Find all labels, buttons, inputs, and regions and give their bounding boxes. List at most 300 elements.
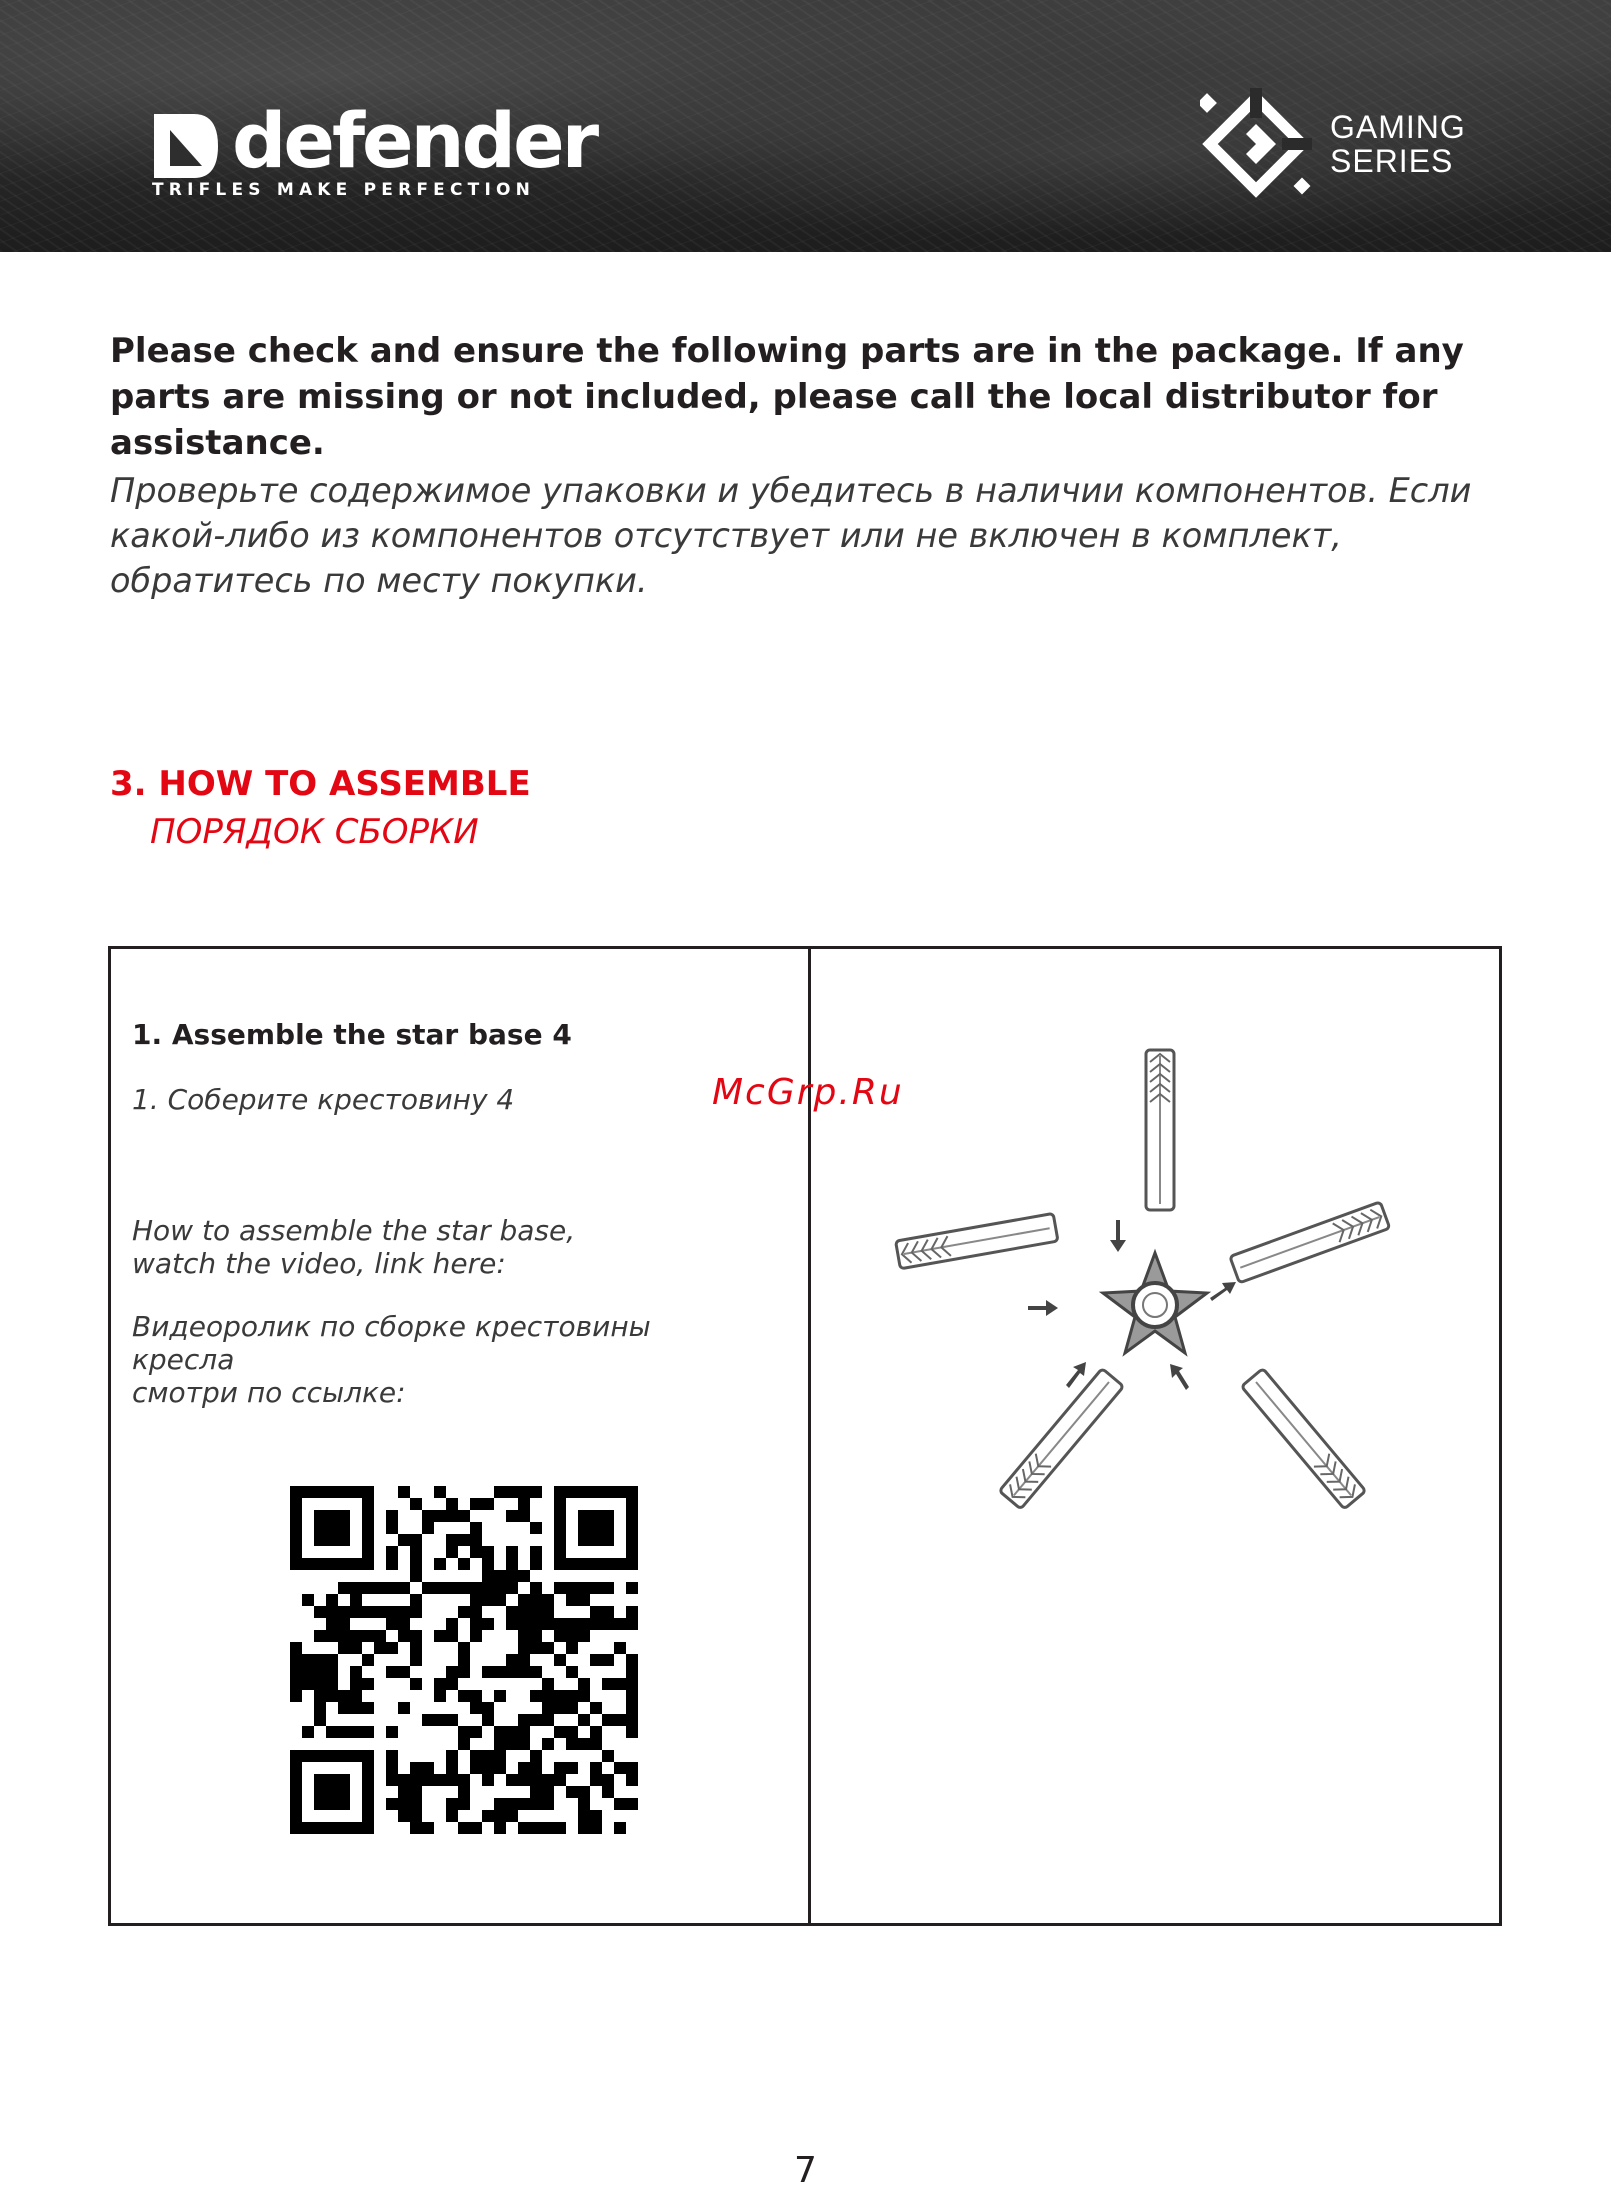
qr-module — [410, 1654, 422, 1666]
qr-module — [386, 1642, 398, 1654]
qr-module — [470, 1762, 482, 1774]
qr-module — [554, 1498, 566, 1510]
qr-module — [602, 1750, 614, 1762]
qr-module — [458, 1534, 470, 1546]
qr-module — [326, 1822, 338, 1834]
qr-module — [518, 1510, 530, 1522]
qr-module — [350, 1726, 362, 1738]
qr-module — [434, 1582, 446, 1594]
qr-module — [494, 1810, 506, 1822]
qr-module — [614, 1678, 626, 1690]
qr-module — [338, 1750, 350, 1762]
star-leg-bottom-left — [999, 1368, 1123, 1509]
qr-module — [338, 1702, 350, 1714]
qr-module — [290, 1534, 302, 1546]
qr-module — [398, 1810, 410, 1822]
qr-module — [494, 1570, 506, 1582]
qr-module — [602, 1522, 614, 1534]
qr-module — [506, 1546, 518, 1558]
qr-module — [578, 1510, 590, 1522]
qr-module — [434, 1690, 446, 1702]
qr-module — [590, 1810, 602, 1822]
qr-module — [422, 1714, 434, 1726]
qr-module — [458, 1798, 470, 1810]
qr-module — [518, 1762, 530, 1774]
qr-module — [554, 1726, 566, 1738]
section-title-english: 3. HOW TO ASSEMBLE — [110, 764, 531, 804]
qr-module — [494, 1798, 506, 1810]
qr-module — [590, 1582, 602, 1594]
qr-module — [458, 1654, 470, 1666]
qr-module — [470, 1582, 482, 1594]
qr-module — [314, 1534, 326, 1546]
qr-module — [398, 1666, 410, 1678]
qr-module — [326, 1510, 338, 1522]
qr-module — [362, 1750, 374, 1762]
qr-module — [434, 1630, 446, 1642]
defender-logo-icon — [150, 110, 222, 182]
qr-module — [350, 1486, 362, 1498]
qr-module — [386, 1750, 398, 1762]
qr-module — [542, 1618, 554, 1630]
qr-module — [590, 1534, 602, 1546]
qr-module — [350, 1678, 362, 1690]
qr-module — [422, 1510, 434, 1522]
qr-module — [602, 1618, 614, 1630]
star-leg-left — [896, 1213, 1058, 1268]
qr-module — [506, 1510, 518, 1522]
qr-module — [578, 1618, 590, 1630]
qr-module — [398, 1774, 410, 1786]
qr-module — [302, 1666, 314, 1678]
qr-module — [614, 1486, 626, 1498]
qr-module — [338, 1558, 350, 1570]
qr-module — [542, 1822, 554, 1834]
qr-module — [338, 1534, 350, 1546]
qr-module — [626, 1678, 638, 1690]
qr-module — [326, 1690, 338, 1702]
qr-module — [290, 1798, 302, 1810]
qr-module — [398, 1618, 410, 1630]
qr-module — [626, 1798, 638, 1810]
qr-module — [494, 1582, 506, 1594]
qr-module — [350, 1702, 362, 1714]
qr-module — [350, 1750, 362, 1762]
qr-module — [470, 1606, 482, 1618]
qr-module — [314, 1630, 326, 1642]
qr-module — [530, 1798, 542, 1810]
defender-logo — [150, 96, 597, 210]
qr-module — [590, 1486, 602, 1498]
qr-module — [410, 1630, 422, 1642]
qr-module — [578, 1810, 590, 1822]
qr-module — [554, 1546, 566, 1558]
qr-module — [410, 1534, 422, 1546]
qr-module — [290, 1786, 302, 1798]
qr-module — [458, 1822, 470, 1834]
qr-module — [434, 1714, 446, 1726]
qr-module — [314, 1558, 326, 1570]
qr-module — [590, 1558, 602, 1570]
qr-module — [566, 1630, 578, 1642]
qr-code[interactable] — [290, 1486, 638, 1834]
qr-module — [326, 1726, 338, 1738]
qr-module — [578, 1522, 590, 1534]
qr-module — [458, 1738, 470, 1750]
qr-module — [554, 1558, 566, 1570]
qr-module — [578, 1714, 590, 1726]
qr-module — [398, 1582, 410, 1594]
qr-module — [458, 1786, 470, 1798]
qr-module — [494, 1738, 506, 1750]
qr-module — [410, 1786, 422, 1798]
qr-module — [362, 1810, 374, 1822]
qr-module — [542, 1642, 554, 1654]
qr-module — [530, 1618, 542, 1630]
qr-module — [470, 1546, 482, 1558]
qr-module — [446, 1498, 458, 1510]
qr-module — [302, 1726, 314, 1738]
qr-module — [506, 1558, 518, 1570]
qr-module — [578, 1486, 590, 1498]
qr-module — [518, 1738, 530, 1750]
qr-module — [590, 1654, 602, 1666]
qr-module — [470, 1618, 482, 1630]
qr-module — [338, 1618, 350, 1630]
qr-module — [362, 1582, 374, 1594]
qr-module — [290, 1822, 302, 1834]
qr-module — [518, 1714, 530, 1726]
qr-module — [566, 1582, 578, 1594]
qr-module — [338, 1606, 350, 1618]
qr-module — [458, 1606, 470, 1618]
qr-module — [482, 1774, 494, 1786]
qr-module — [590, 1510, 602, 1522]
qr-module — [578, 1582, 590, 1594]
qr-module — [326, 1786, 338, 1798]
qr-module — [338, 1486, 350, 1498]
qr-module — [566, 1594, 578, 1606]
qr-module — [386, 1798, 398, 1810]
qr-module — [626, 1534, 638, 1546]
qr-module — [458, 1690, 470, 1702]
qr-module — [506, 1666, 518, 1678]
series-label: SERIES — [1330, 143, 1454, 179]
video-note-english: How to assemble the star base, watch the video, link here: — [132, 1214, 576, 1280]
qr-module — [350, 1582, 362, 1594]
watermark: McGrp.Ru — [712, 1072, 904, 1113]
qr-module — [386, 1774, 398, 1786]
qr-module — [398, 1534, 410, 1546]
qr-module — [434, 1510, 446, 1522]
qr-module — [482, 1702, 494, 1714]
qr-module — [338, 1522, 350, 1534]
qr-module — [542, 1690, 554, 1702]
qr-module — [290, 1498, 302, 1510]
qr-module — [362, 1498, 374, 1510]
qr-module — [626, 1762, 638, 1774]
qr-module — [362, 1678, 374, 1690]
qr-module — [482, 1750, 494, 1762]
qr-module — [350, 1558, 362, 1570]
qr-module — [542, 1594, 554, 1606]
qr-module — [614, 1822, 626, 1834]
header-banner — [0, 0, 1611, 252]
qr-module — [566, 1618, 578, 1630]
qr-module — [362, 1786, 374, 1798]
qr-module — [518, 1654, 530, 1666]
qr-module — [542, 1798, 554, 1810]
qr-module — [518, 1822, 530, 1834]
qr-module — [410, 1642, 422, 1654]
qr-module — [554, 1618, 566, 1630]
qr-module — [362, 1534, 374, 1546]
qr-module — [290, 1642, 302, 1654]
qr-module — [458, 1510, 470, 1522]
qr-module — [602, 1786, 614, 1798]
qr-module — [482, 1558, 494, 1570]
qr-module — [494, 1594, 506, 1606]
qr-module — [410, 1810, 422, 1822]
gaming-series-logo — [1200, 88, 1466, 198]
qr-module — [602, 1606, 614, 1618]
qr-module — [566, 1486, 578, 1498]
qr-module — [362, 1726, 374, 1738]
qr-module — [338, 1774, 350, 1786]
star-base-illustration — [880, 1030, 1400, 1530]
qr-module — [506, 1738, 518, 1750]
qr-module — [350, 1642, 362, 1654]
qr-module — [362, 1774, 374, 1786]
qr-module — [470, 1726, 482, 1738]
qr-module — [386, 1510, 398, 1522]
qr-module — [602, 1714, 614, 1726]
qr-module — [590, 1774, 602, 1786]
star-leg-top — [1146, 1050, 1174, 1210]
qr-module — [518, 1486, 530, 1498]
qr-module — [434, 1558, 446, 1570]
qr-module — [578, 1690, 590, 1702]
qr-module — [578, 1630, 590, 1642]
qr-module — [566, 1786, 578, 1798]
qr-module — [530, 1558, 542, 1570]
qr-module — [602, 1678, 614, 1690]
qr-module — [518, 1642, 530, 1654]
qr-module — [362, 1606, 374, 1618]
qr-module — [566, 1690, 578, 1702]
qr-module — [602, 1510, 614, 1522]
qr-module — [386, 1546, 398, 1558]
qr-module — [326, 1798, 338, 1810]
qr-module — [290, 1690, 302, 1702]
qr-module — [470, 1522, 482, 1534]
qr-module — [314, 1714, 326, 1726]
qr-module — [518, 1594, 530, 1606]
qr-module — [410, 1546, 422, 1558]
qr-module — [614, 1642, 626, 1654]
qr-module — [518, 1798, 530, 1810]
qr-module — [338, 1726, 350, 1738]
qr-module — [350, 1666, 362, 1678]
qr-module — [626, 1618, 638, 1630]
qr-module — [626, 1690, 638, 1702]
qr-module — [314, 1786, 326, 1798]
qr-module — [338, 1510, 350, 1522]
qr-module — [410, 1594, 422, 1606]
star-leg-right — [1230, 1202, 1390, 1283]
qr-module — [446, 1714, 458, 1726]
qr-module — [566, 1738, 578, 1750]
qr-module — [626, 1774, 638, 1786]
qr-module — [626, 1522, 638, 1534]
qr-module — [506, 1654, 518, 1666]
qr-module — [602, 1534, 614, 1546]
qr-module — [518, 1570, 530, 1582]
qr-module — [566, 1702, 578, 1714]
qr-module — [314, 1510, 326, 1522]
qr-module — [338, 1786, 350, 1798]
qr-module — [458, 1726, 470, 1738]
qr-module — [554, 1522, 566, 1534]
qr-module — [386, 1582, 398, 1594]
brand-name: defender — [232, 96, 597, 185]
qr-module — [506, 1726, 518, 1738]
qr-module — [314, 1822, 326, 1834]
qr-module — [470, 1630, 482, 1642]
qr-module — [506, 1582, 518, 1594]
qr-module — [350, 1822, 362, 1834]
qr-module — [578, 1786, 590, 1798]
qr-module — [314, 1486, 326, 1498]
qr-module — [614, 1762, 626, 1774]
qr-module — [446, 1582, 458, 1594]
qr-module — [410, 1774, 422, 1786]
qr-module — [302, 1558, 314, 1570]
qr-module — [314, 1522, 326, 1534]
qr-module — [626, 1546, 638, 1558]
qr-module — [554, 1510, 566, 1522]
qr-module — [590, 1822, 602, 1834]
qr-module — [530, 1786, 542, 1798]
qr-module — [410, 1558, 422, 1570]
qr-module — [290, 1762, 302, 1774]
qr-module — [326, 1486, 338, 1498]
qr-module — [314, 1702, 326, 1714]
qr-module — [410, 1762, 422, 1774]
qr-module — [470, 1750, 482, 1762]
qr-module — [578, 1798, 590, 1810]
qr-module — [398, 1702, 410, 1714]
qr-module — [338, 1582, 350, 1594]
qr-module — [326, 1534, 338, 1546]
qr-module — [410, 1822, 422, 1834]
qr-module — [530, 1690, 542, 1702]
qr-module — [530, 1522, 542, 1534]
qr-module — [494, 1486, 506, 1498]
qr-module — [566, 1726, 578, 1738]
qr-module — [290, 1666, 302, 1678]
qr-module — [374, 1630, 386, 1642]
qr-module — [614, 1618, 626, 1630]
intro-english: Please check and ensure the following parts are in the package. If any parts are missing or not included, please call the local distributor for assistance. — [110, 331, 1464, 463]
qr-module — [302, 1486, 314, 1498]
qr-module — [314, 1678, 326, 1690]
qr-module — [422, 1762, 434, 1774]
star-leg-bottom-right — [1241, 1368, 1365, 1509]
qr-module — [458, 1582, 470, 1594]
qr-module — [326, 1558, 338, 1570]
qr-module — [362, 1558, 374, 1570]
qr-module — [422, 1822, 434, 1834]
qr-module — [290, 1750, 302, 1762]
qr-module — [626, 1726, 638, 1738]
qr-module — [326, 1654, 338, 1666]
step-title-russian: 1. Соберите крестовину 4 — [132, 1083, 515, 1116]
qr-module — [602, 1774, 614, 1786]
qr-module — [554, 1822, 566, 1834]
qr-module — [554, 1702, 566, 1714]
qr-module — [626, 1606, 638, 1618]
qr-module — [482, 1498, 494, 1510]
qr-module — [482, 1714, 494, 1726]
qr-module — [314, 1798, 326, 1810]
qr-module — [338, 1642, 350, 1654]
qr-module — [530, 1714, 542, 1726]
qr-module — [614, 1798, 626, 1810]
qr-module — [470, 1690, 482, 1702]
qr-module — [446, 1546, 458, 1558]
qr-module — [338, 1822, 350, 1834]
qr-module — [290, 1522, 302, 1534]
qr-module — [578, 1558, 590, 1570]
qr-module — [578, 1534, 590, 1546]
qr-module — [446, 1510, 458, 1522]
qr-module — [542, 1774, 554, 1786]
qr-module — [530, 1774, 542, 1786]
qr-module — [446, 1630, 458, 1642]
page-number: 7 — [794, 2150, 817, 2191]
qr-module — [530, 1486, 542, 1498]
qr-module — [602, 1582, 614, 1594]
qr-module — [434, 1486, 446, 1498]
qr-module — [590, 1618, 602, 1630]
qr-module — [410, 1678, 422, 1690]
qr-module — [614, 1714, 626, 1726]
qr-module — [578, 1678, 590, 1690]
qr-module — [494, 1666, 506, 1678]
qr-module — [398, 1630, 410, 1642]
qr-module — [386, 1726, 398, 1738]
qr-module — [350, 1630, 362, 1642]
qr-module — [590, 1702, 602, 1714]
qr-module — [518, 1726, 530, 1738]
qr-module — [410, 1798, 422, 1810]
qr-module — [386, 1762, 398, 1774]
qr-module — [302, 1654, 314, 1666]
qr-module — [446, 1534, 458, 1546]
gaming-series-icon — [1200, 88, 1312, 200]
qr-module — [554, 1534, 566, 1546]
qr-module — [446, 1798, 458, 1810]
qr-module — [458, 1666, 470, 1678]
qr-module — [482, 1762, 494, 1774]
qr-module — [362, 1546, 374, 1558]
qr-module — [362, 1522, 374, 1534]
qr-module — [506, 1798, 518, 1810]
qr-module — [434, 1774, 446, 1786]
qr-module — [314, 1666, 326, 1678]
qr-module — [422, 1522, 434, 1534]
